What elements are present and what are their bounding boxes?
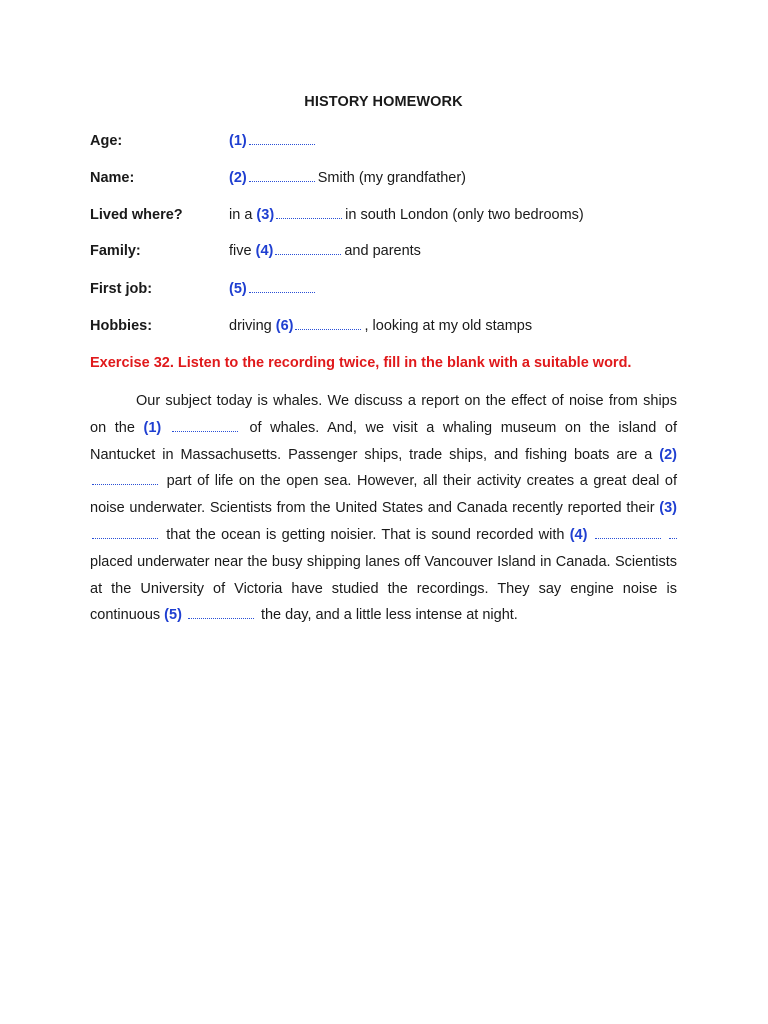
- row-label: Name:: [90, 170, 135, 186]
- blank-number: (3): [659, 500, 678, 517]
- blank-number: (5): [164, 607, 182, 624]
- answer-blank[interactable]: [595, 528, 661, 539]
- blank-number: (4): [569, 526, 588, 543]
- row-label: Age:: [90, 133, 123, 149]
- blank-number: (1): [229, 133, 247, 149]
- blank-number: (2): [229, 170, 247, 186]
- form-row-family: [90, 241, 677, 261]
- page-title: HISTORY HOMEWORK: [304, 94, 463, 110]
- row-value: [229, 316, 532, 336]
- row-value: [229, 241, 421, 261]
- row-label: Family:: [90, 243, 141, 259]
- row-value: [229, 168, 466, 188]
- answer-blank[interactable]: [249, 282, 315, 293]
- blank-number: (6): [275, 318, 294, 334]
- form-row-name: [90, 168, 677, 188]
- paragraph-text: part of life on the open sea. However, all their activity creates a great deal of noise underwater. Scientists from the United States and Canada recently reported their: [90, 473, 678, 517]
- form-row-hobbies: [90, 316, 677, 336]
- answer-blank[interactable]: [92, 474, 158, 485]
- paragraph-text: of whales. And, we visit a whaling museum on the island of Nantucket in Massachusetts. Passenger ships, trade ships, and fishing boats are a: [90, 419, 677, 463]
- row-text-after: in south London (only two bedrooms): [345, 207, 584, 223]
- blank-number: (5): [229, 281, 247, 297]
- row-label: Lived where?: [90, 207, 183, 223]
- answer-blank[interactable]: [172, 421, 238, 432]
- form-row-lived-where: [90, 205, 677, 225]
- answer-blank[interactable]: [275, 244, 341, 255]
- answer-blank[interactable]: [92, 528, 158, 539]
- exercise-paragraph: [90, 388, 677, 629]
- paragraph-text: the day, and a little less intense at night.: [260, 607, 518, 624]
- paragraph-text: that the ocean is getting noisier. That is sound recorded with: [166, 526, 565, 543]
- blank-number: (4): [255, 243, 274, 259]
- row-text-after: and parents: [344, 243, 421, 259]
- blank-number: (1): [143, 419, 162, 436]
- exercise-heading: Exercise 32. Listen to the recording twice, fill in the blank with a suitable word.: [90, 355, 632, 371]
- row-text-after: , looking at my old stamps: [364, 318, 533, 334]
- paragraph-text: placed underwater near the busy shipping lanes off Vancouver Island in Canada. Scientists at the University of Victoria have studied the recordings. They say engine noise is continuous: [90, 553, 677, 624]
- answer-blank[interactable]: [249, 134, 315, 145]
- row-value: [229, 279, 318, 299]
- answer-blank-continuation[interactable]: [669, 528, 677, 539]
- paragraph-text: Our subject today is whales. We discuss a report on the effect of noise from ships on the: [90, 393, 677, 436]
- row-value: [229, 205, 584, 225]
- row-text-before: in a: [229, 207, 253, 223]
- row-text-before: driving: [229, 318, 272, 334]
- blank-number: (2): [659, 446, 677, 463]
- answer-blank[interactable]: [276, 208, 342, 219]
- row-value: [229, 131, 318, 151]
- form-row-age: [90, 131, 677, 151]
- row-text-after: Smith (my grandfather): [317, 170, 467, 186]
- form-row-first-job: [90, 279, 677, 299]
- blank-number: (3): [256, 207, 275, 223]
- row-label: First job:: [90, 281, 153, 297]
- answer-blank[interactable]: [188, 608, 254, 619]
- answer-blank[interactable]: [295, 319, 361, 330]
- row-label: Hobbies:: [90, 318, 153, 334]
- answer-blank[interactable]: [249, 171, 315, 182]
- row-text-before: five: [229, 243, 252, 259]
